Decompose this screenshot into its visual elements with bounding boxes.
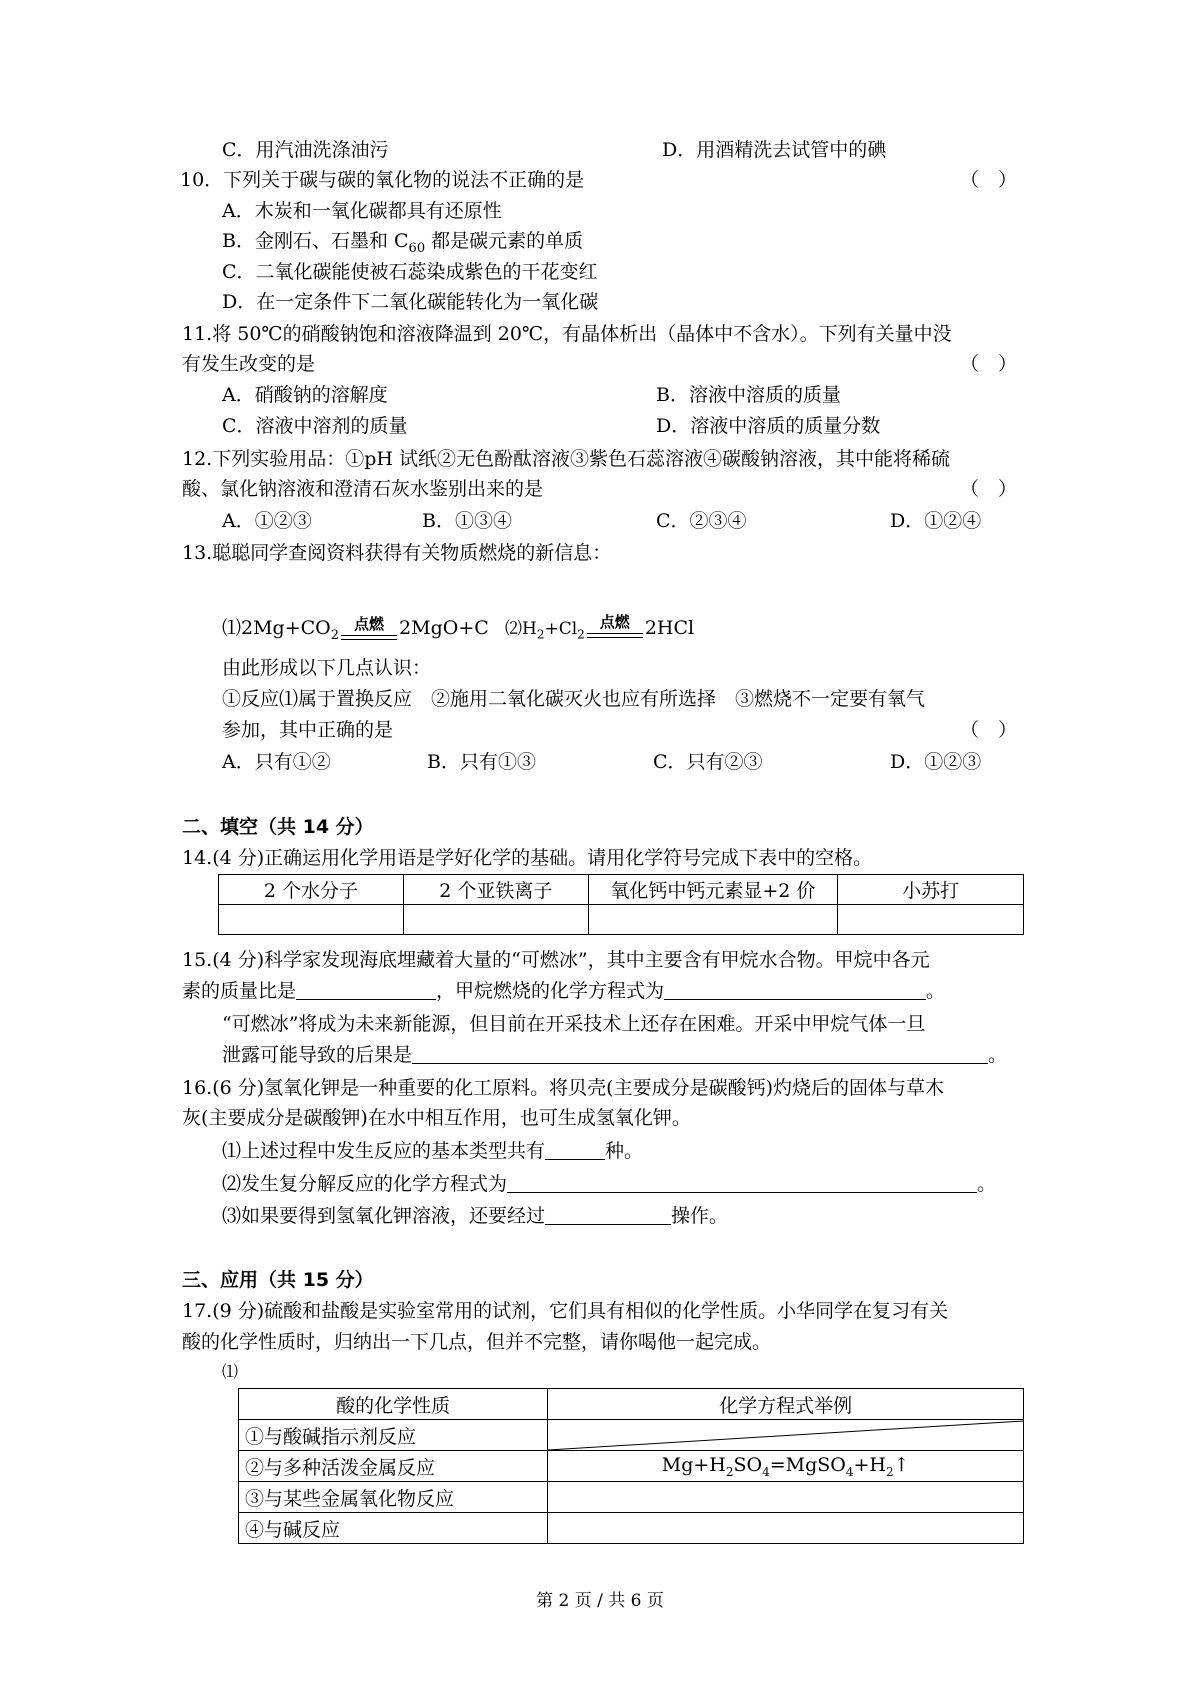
q12-option-b: B．①③④ [422,510,512,532]
q14-table [218,874,1024,935]
section-3-title: 三、应用（共 15 分） [182,1269,374,1291]
q15-blank-equation[interactable] [664,979,926,1000]
q15-blank-mass-ratio[interactable] [296,979,436,1000]
q16-blank-equation[interactable] [507,1172,977,1193]
q10-stem: 10．下列关于碳与碳的氧化物的说法不正确的是 [180,169,585,191]
q14-header-water-molecules: 2 个水分子 [219,875,404,905]
q14-stem: 14.(4 分)正确运用化学用语是学好化学的基础。请用化学符号完成下表中的空格。 [182,847,873,869]
q12-option-a: A．①②③ [222,510,312,532]
reaction-condition-arrow: 点燃 [339,624,399,648]
q13-answer-paren: （ ） [960,719,1018,741]
q12-option-d: D．①②④ [890,510,982,532]
q11-option-c: C．溶液中溶剂的质量 [222,415,408,437]
q17-header-example: 化学方程式举例 [548,1389,1024,1420]
q14-answer-cell-4[interactable] [838,905,1024,935]
q17-answer-cell-oxides[interactable] [548,1482,1024,1513]
q16-blank-reaction-types[interactable] [545,1139,605,1160]
q13-option-b: B．只有①③ [427,751,536,773]
q17-line2: 酸的化学性质时，归纳出一下几点，但并不完整，请你喝他一起完成。 [182,1331,772,1353]
q10-option-a: A．木炭和一氧化碳都具有还原性 [222,200,502,222]
q11-answer-paren: （ ） [960,353,1018,375]
q13-stem: 13.聪聪同学查阅资料获得有关物质燃烧的新信息： [182,542,612,564]
q9-option-d: D．用酒精洗去试管中的碘 [662,139,887,161]
q13-equation-2: $⑵H_2+Cl_2$ 点燃 2HCl [505,616,694,646]
q13-points: ①反应⑴属于置换反应 ②施用二氧化碳灭火也应有所选择 ③燃烧不一定要有氧气 [222,688,926,710]
q17-line1: 17.(9 分)硫酸和盐酸是实验室常用的试剂，它们具有相似的化学性质。小华同学在复习有关 [182,1300,949,1322]
q14-answer-cell-2[interactable] [403,905,588,935]
q15-line1: 15.(4 分)科学家发现海底埋藏着大量的“可燃冰”，其中主要含有甲烷水合物。甲烷中各元 [182,949,930,971]
q11-stem-line2: 有发生改变的是 [182,353,316,375]
q15-line3: “可燃冰”将成为未来新能源，但目前在开采技术上还存在困难。开采中甲烷气体一旦 [222,1013,926,1035]
q17-cell-struck-through [548,1420,1024,1451]
q13-equation-1: $⑴2Mg+CO_2$ 点燃 2MgO+C [222,616,489,648]
q17-example-mg-h2so4: $Mg+H_2SO_4=MgSO_4+H_2↑$ [548,1451,1024,1482]
q17-row-metal-oxides: ③与某些金属氧化物反应 [239,1482,548,1513]
q16-sub3: ⑶如果要得到氢氧化钾溶液，还要经过 操作。 [222,1205,729,1227]
q9-option-c: C．用汽油洗涤油污 [222,139,389,161]
page-footer: 第 2 页 / 共 6 页 [536,1591,664,1611]
diagonal-strike-line [548,1420,1024,1451]
q13-option-d: D．①②③ [890,751,982,773]
q17-table [238,1388,1024,1544]
q16-blank-operation[interactable] [545,1204,671,1225]
q14-header-calcium-valence: 氧化钙中钙元素显+2 价 [588,875,837,905]
q14-answer-cell-1[interactable] [219,905,404,935]
q11-stem-line1: 11.将 50℃的硝酸钠饱和溶液降温到 20℃，有晶体析出（晶体中不含水）。下列有关量中没 [182,323,952,345]
q12-stem-line2: 酸、氯化钠溶液和澄清石灰水鉴别出来的是 [182,478,544,500]
q11-option-a: A．硝酸钠的溶解度 [222,384,388,406]
q10-option-d: D．在一定条件下二氧化碳能转化为一氧化碳 [222,291,599,313]
q17-header-property: 酸的化学性质 [239,1389,548,1420]
q12-option-c: C．②③④ [656,510,747,532]
q11-option-b: B．溶液中溶质的质量 [656,384,841,406]
reaction-condition-arrow: 点燃 [585,622,645,646]
q17-row-indicator: ①与酸碱指示剂反应 [239,1420,548,1451]
section-2-title: 二、填空（共 14 分） [182,816,374,838]
q13-option-c: C．只有②③ [653,751,763,773]
q12-stem-line1: 12.下列实验用品：①pH 试纸②无色酚酞溶液③紫色石蕊溶液④碳酸钠溶液，其中能将稀硫 [182,448,950,470]
q10-answer-paren: （ ） [960,169,1018,191]
q13-intro: 由此形成以下几点认识： [222,657,432,679]
q14-header-ferrous-ions: 2 个亚铁离子 [403,875,588,905]
q17-answer-cell-bases[interactable] [548,1513,1024,1544]
q16-line2: 灰(主要成分是碳酸钾)在水中相互作用，也可生成氢氧化钾。 [182,1107,691,1129]
q16-line1: 16.(6 分)氢氧化钾是一种重要的化工原料。将贝壳(主要成分是碳酸钙)灼烧后的固体与草木 [182,1077,944,1099]
q17-row-bases: ④与碱反应 [239,1513,548,1544]
q10-option-b: B．金刚石、石墨和 $C_{60}$ 都是碳元素的单质 [222,230,584,256]
q15-blank-consequence[interactable] [412,1043,988,1064]
q12-answer-paren: （ ） [960,478,1018,500]
q15-line4: 泄露可能导致的后果是 。 [222,1044,1008,1066]
q13-option-a: A．只有①② [222,751,331,773]
q14-answer-cell-3[interactable] [588,905,837,935]
q13-stem-line3: 参加，其中正确的是 [222,719,394,741]
q17-row-active-metals: ②与多种活泼金属反应 [239,1451,548,1482]
q14-header-baking-soda: 小苏打 [838,875,1024,905]
q16-sub2: ⑵发生复分解反应的化学方程式为 。 [222,1173,997,1195]
q17-sub-label: ⑴ [222,1362,239,1381]
q10-option-c: C．二氧化碳能使被石蕊染成紫色的干花变红 [222,261,598,283]
q16-sub1: ⑴上述过程中发生反应的基本类型共有 种。 [222,1140,644,1162]
q15-line2: 素的质量比是 ，甲烷燃烧的化学方程式为 。 [182,980,946,1002]
q11-option-d: D．溶液中溶质的质量分数 [656,415,881,437]
